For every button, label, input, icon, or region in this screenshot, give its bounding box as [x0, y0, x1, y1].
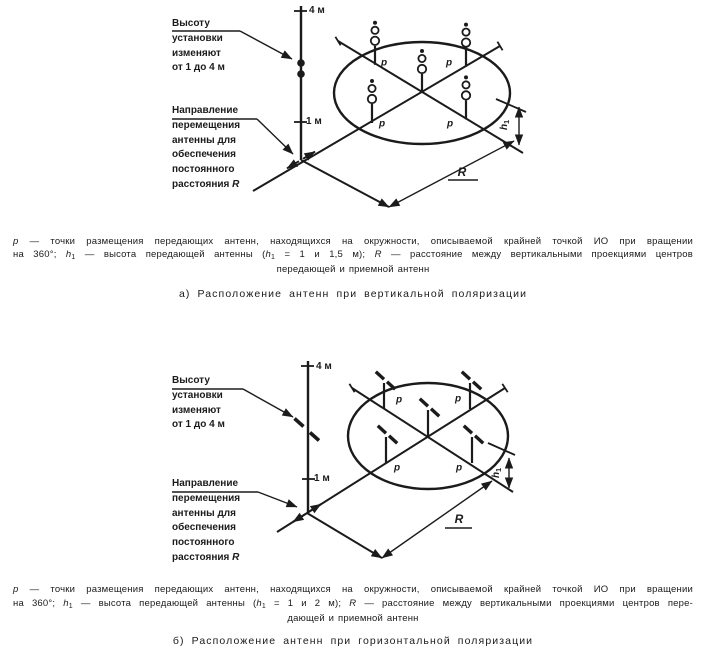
transmit-antenna-vertical — [368, 79, 376, 123]
leader-arrow — [257, 119, 293, 154]
distance-label: R — [457, 165, 467, 179]
caption-a-line2: на 360°; $h_1$ — высота передающей антенны ($h_1 = 1$ и 1,5 м); R — расстояние между вертикальными проекциями центров — [13, 249, 693, 261]
height-note: Высоту установки изменяют от 1 до 4 м — [172, 18, 225, 74]
point-label: p — [393, 462, 401, 474]
end-tick — [502, 384, 507, 392]
leader-arrow — [258, 492, 297, 507]
point-label: p — [445, 57, 453, 69]
ground-edge — [301, 160, 389, 207]
figure-a-title: а) Расположение антенн при вертикальной поляризации — [178, 288, 528, 300]
receive-antenna-marker — [295, 419, 320, 441]
transmit-antenna-vertical — [462, 75, 470, 119]
axis-max-label: 4 м — [309, 5, 325, 16]
caption-a-line3: передающей и приемной антенн — [276, 264, 430, 275]
direction-note: Направление перемещения антенны для обеспечения постоянного расстояния R — [172, 105, 241, 190]
point-label: p — [395, 394, 403, 406]
point-label: p — [455, 462, 463, 474]
transmit-antenna-vertical — [371, 21, 379, 65]
distance-label: R — [454, 512, 464, 526]
point-label: p — [378, 118, 386, 130]
axis-max-label: 4 м — [316, 361, 332, 372]
point-label: p — [446, 118, 454, 130]
leader-arrow — [243, 389, 293, 417]
direction-note: Направление перемещения антенны для обеспечения постоянного расстояния R — [172, 478, 241, 563]
diagonal-line — [338, 41, 523, 153]
height-note: Высоту установки изменяют от 1 до 4 м — [172, 375, 225, 431]
transmit-antenna-vertical — [418, 49, 426, 93]
r-dimension-line — [389, 141, 514, 207]
point-label: p — [380, 57, 388, 69]
height-dim-label: $h_1$ — [499, 119, 511, 131]
axis-min-label: 1 м — [314, 473, 330, 484]
caption-b-line3: дающей и приемной антенн — [287, 613, 419, 624]
point-label: p — [454, 393, 462, 405]
axis-min-label: 1 м — [306, 116, 322, 127]
caption-b-line1: p — точки размещения передающих антенн, находящихся на окружности, описываемой крайней точкой ИО при вращении — [13, 584, 693, 595]
leader-arrow — [240, 31, 292, 59]
height-axis — [294, 6, 307, 160]
caption-b-line2: на 360°; $h_1$ — высота передающей антенны ($h_1 = 1$ и 2 м); R — расстояние между вертикальными проекциями центров пере- — [13, 598, 693, 610]
caption-a-line1: p — точки размещения передающих антенн, находящихся на окружности, описываемой крайней точкой ИО при вращении — [13, 236, 693, 247]
r-dimension-line — [382, 481, 492, 558]
transmit-antenna-horizontal — [464, 426, 483, 463]
ground-edge — [307, 513, 382, 558]
height-dim-label: $h_1$ — [491, 467, 503, 479]
transmit-antenna-vertical — [462, 23, 470, 67]
figure-b-title: б) Расположение антенн при горизонтальной поляризации — [172, 635, 534, 647]
